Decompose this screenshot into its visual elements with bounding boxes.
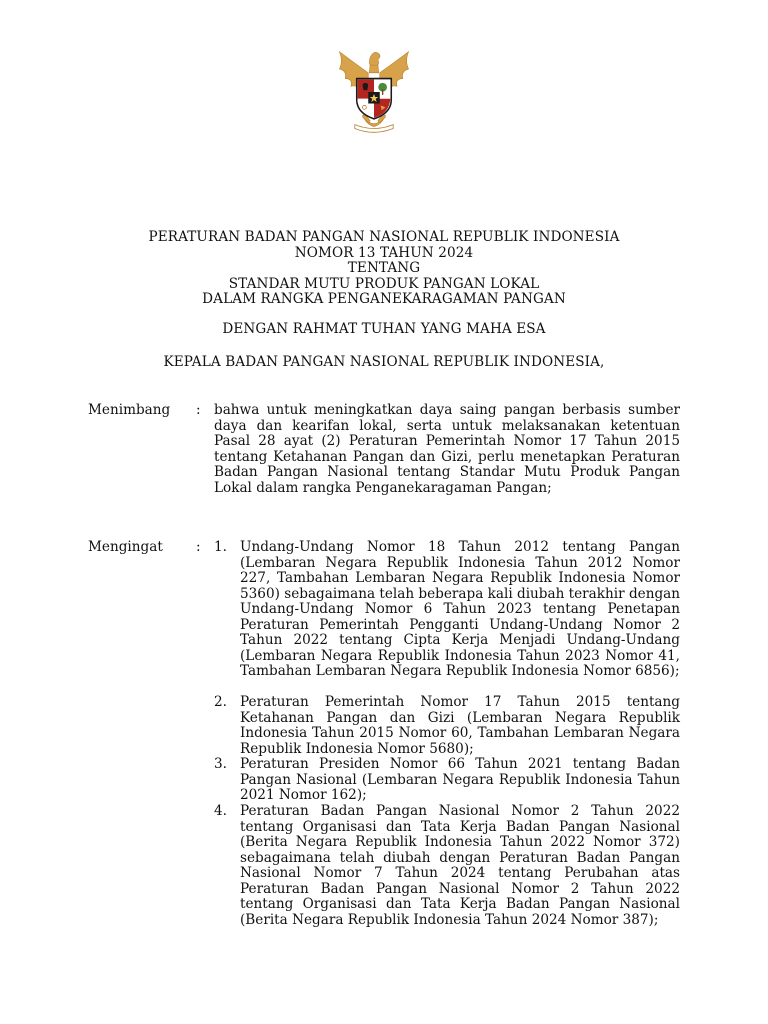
tentang-label: TENTANG: [347, 260, 421, 276]
menimbang-colon: :: [196, 402, 201, 418]
regulation-subject-line2: DALAM RANGKA PENGANEKARAGAMAN PANGAN: [202, 291, 566, 307]
menimbang-text: bahwa untuk meningkatkan daya saing pangan berbasis sumber daya dan kearifan lokal, serta untuk melaksanakan ketentuan Pasal 28 ayat (2) Peraturan Pemerintah Nomor 17 Tahun 2015 tentang Ketahanan Pangan dan Gizi, perlu menetapkan Peraturan Badan Pangan Nasional tentang Standar Mutu Produk Pangan Lokal dalam rangka Penganekaragaman Pangan;: [214, 402, 680, 496]
regulation-title-block: [0, 230, 768, 308]
list-item: Peraturan Presiden Nomor 66 Tahun 2021 tentang Badan Pangan Nasional (Lembaran Negara Republik Indonesia Tahun 2021 Nomor 162);: [240, 756, 680, 803]
menimbang-label: Menimbang: [88, 402, 171, 418]
list-item: Undang-Undang Nomor 18 Tahun 2012 tentang Pangan (Lembaran Negara Republik Indonesia Tahun 2012 Nomor 227, Tambahan Lembaran Negara Republik Indonesia Nomor 5360) sebagaimana telah beberapa kali diubah terakhir dengan Undang-Undang Nomor 6 Tahun 2023 tentang Penetapan Peraturan Pemerintah Pengganti Undang-Undang Nomor 2 Tahun 2022 tentang Cipta Kerja Menjadi Undang-Undang (Lembaran Negara Republik Indonesia Tahun 2023 Nomor 41, Tambahan Lembaran Negara Republik Indonesia Nomor 6856);: [240, 539, 681, 679]
list-item-number: 3.: [214, 756, 227, 772]
kepala-line: KEPALA BADAN PANGAN NASIONAL REPUBLIK INDONESIA,: [163, 354, 605, 370]
mengingat-colon: :: [196, 539, 201, 555]
regulation-title: PERATURAN BADAN PANGAN NASIONAL REPUBLIK INDONESIA: [148, 229, 620, 245]
list-item: Peraturan Pemerintah Nomor 17 Tahun 2015 tentang Ketahanan Pangan dan Gizi (Lembaran Negara Republik Indonesia Tahun 2015 Nomor 60, Tambahan Lembaran Negara Republik Indonesia Nomor 5680);: [240, 694, 680, 757]
list-item-number: 2.: [214, 694, 227, 710]
list-item-number: 1.: [214, 539, 227, 555]
rahmat-line: DENGAN RAHMAT TUHAN YANG MAHA ESA: [222, 321, 546, 337]
list-item-number: 4.: [214, 803, 227, 819]
regulation-number: NOMOR 13 TAHUN 2024: [294, 244, 474, 261]
regulation-subject-line1: STANDAR MUTU PRODUK PANGAN LOKAL: [228, 275, 540, 292]
list-item: Peraturan Badan Pangan Nasional Nomor 2 Tahun 2022 tentang Organisasi dan Tata Kerja Badan Pangan Nasional (Berita Negara Republik Indonesia Tahun 2022 Nomor 372) sebagaimana telah diubah dengan Peraturan Badan Pangan Nasional Nomor 7 Tahun 2024 tentang Perubahan atas Peraturan Badan Pangan Nasional Nomor 2 Tahun 2022 tentang Organisasi dan Tata Kerja Badan Pangan Nasional (Berita Negara Republik Indonesia Tahun 2024 Nomor 387);: [240, 803, 680, 928]
mengingat-label: Mengingat: [88, 539, 163, 555]
garuda-emblem-icon: [326, 44, 422, 140]
